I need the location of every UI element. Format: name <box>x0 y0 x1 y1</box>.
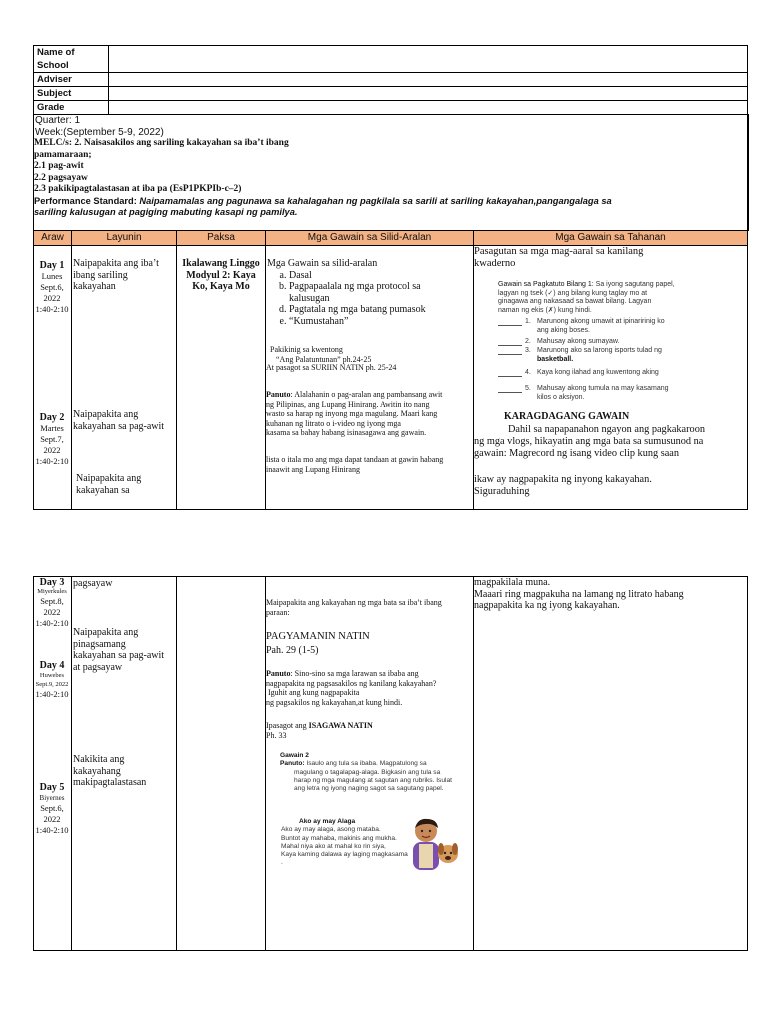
gawain2-title: Gawain 2 <box>280 752 309 759</box>
melc-item-1: 2.1 pag-awit <box>34 161 84 171</box>
panuto-label: Panuto <box>266 390 291 399</box>
rule <box>33 230 748 231</box>
info-value <box>109 73 748 87</box>
checklist-item <box>498 318 726 335</box>
text-line: Iguhit ang kung nagpapakita <box>266 688 360 697</box>
info-row-grade <box>34 101 748 115</box>
text-line: ginagawa ang nakasaad sa bawat bilang. Lagyan <box>498 298 652 306</box>
day-time: 1:40-2:10 <box>35 618 69 628</box>
lesson-header <box>33 114 749 231</box>
day-time: 1:40-2:10 <box>35 304 69 314</box>
text-line: : Sino-sino sa mga larawan sa ibaba ang <box>290 669 419 678</box>
text-line: Ph. 33 <box>266 730 287 740</box>
day-weekday: Miyerkules <box>37 588 67 595</box>
text-line: Dahil sa napapanahon ngayon ang pagkakaroon <box>508 424 706 435</box>
text-line: Pakikinig sa kwentong <box>270 345 343 354</box>
text-line: At pasagot sa SURIIN NATIN ph. 25-24 <box>266 363 397 372</box>
text-line: ikaw ay nagpapakita ng inyong kakayahan. <box>474 474 652 485</box>
text-line: “Ang Palatuntunan” ph.24-25 <box>276 354 372 364</box>
text-line: pinagsamang <box>73 638 126 650</box>
boy-with-dog-illustration <box>410 816 460 870</box>
text-line: Marunong akong umawit at ipinaririnig ko <box>537 318 665 326</box>
layunin-3 <box>76 473 176 496</box>
gawain-pagkatuto-1 <box>498 281 726 402</box>
col-tahanan: Mga Gawain sa Tahanan <box>474 231 747 245</box>
melc-line-1: MELC/s: 2. Naisasakilos ang sariling kakayahan sa iba’t ibang <box>34 138 289 148</box>
ps-label: Performance Standard: <box>34 195 140 206</box>
poem-line: Kaya kaming dalawa ay laging magkasama <box>281 851 408 859</box>
day-name: Day 5 <box>39 782 65 793</box>
list-item: d. Pagtatala ng mga batang pumasok <box>289 304 472 316</box>
day-time: 1:40-2:10 <box>35 825 69 835</box>
info-label: Adviser <box>34 73 109 87</box>
text-line: ng mga vlogs, hikayatin ang mga bata sa sumusunod na <box>474 436 704 447</box>
day-name: Day 1 <box>39 260 65 271</box>
rule <box>33 576 34 951</box>
text-line: inaawit ang Lupang Hinirang <box>266 464 360 474</box>
text-line: kakayahan sa pag-awit <box>73 420 165 432</box>
checklist-item <box>498 385 726 402</box>
text-line: ng Pilipinas, ang Lupang Hinirang. Awitin ito nang <box>266 399 430 409</box>
info-row-subject <box>34 87 748 101</box>
day-name: Day 4 <box>39 660 65 671</box>
paksa <box>177 258 265 293</box>
text-line: kilos o aksiyon. <box>537 393 585 401</box>
tahanan-intro <box>474 246 747 270</box>
text-line: Mahusay akong tumula na may kasamang <box>537 384 669 392</box>
checklist-item <box>498 347 726 364</box>
melc-item-3: 2.3 pakikipagtalastasan at iba pa (EsP1PKPIb-c–2) <box>34 184 242 194</box>
poem-title: Ako ay may Alaga <box>299 818 356 825</box>
text-line: kakayahan sa pag-awit <box>73 650 165 661</box>
text-line: basketball. <box>537 355 574 363</box>
day-1 <box>33 260 71 315</box>
layunin-5 <box>73 754 175 789</box>
list-item: b. Pagpapaalala ng mga protocol sa <box>289 281 472 293</box>
gawain-2 <box>280 752 466 793</box>
text-line: kuhanan ng litrato o i-video ng iyong mga <box>266 418 401 428</box>
isagawa <box>266 721 472 740</box>
text-line: harap ng mga magulang at sagutan ang rubriks. Isulat <box>294 776 452 784</box>
text-line: Modyul 2: Kaya <box>186 269 256 281</box>
performance-standard <box>34 196 748 208</box>
checklist-item <box>498 338 726 347</box>
kwento <box>270 345 470 364</box>
melc-line-2: pamamaraan; <box>34 149 92 160</box>
info-value <box>109 87 748 101</box>
pagyamanin-page: Pah. 29 (1-5) <box>266 645 319 656</box>
text-line: Mahusay akong sumayaw. <box>537 337 620 345</box>
info-label: Name of School <box>34 46 109 73</box>
day-year: 2022 <box>43 293 61 303</box>
panuto-label: Panuto <box>266 669 291 678</box>
ps-text-2: sariling kalusugan at pagiging mabuting kasapi ng pamilya. <box>34 207 298 217</box>
list-item: a. Dasal <box>289 270 472 282</box>
info-label: Subject <box>34 87 109 101</box>
isagawa-title: ISAGAWA NATIN <box>308 721 373 730</box>
text-line: Isaulo ang tula sa ibaba. Magpatulong sa <box>304 760 427 768</box>
silid-aralan-1 <box>267 258 472 327</box>
day-weekday: Martes <box>40 423 64 433</box>
text-line: ng pagsakilos ng kakayahan,at kung hindi. <box>266 697 403 707</box>
school-info-table <box>33 45 748 115</box>
quarter-text: Quarter: 1 <box>35 115 81 126</box>
text-line: Nakikita ang <box>73 754 125 765</box>
text-line: Mga Gawain sa silid-aralan <box>267 258 378 269</box>
day-date: Sept.6, <box>40 803 64 813</box>
poem-line: Mahal niya ako at mahal ko rin siya, <box>281 842 386 850</box>
text-line: Ikalawang Linggo <box>182 258 260 269</box>
item-number: 3. <box>525 347 531 355</box>
text-line: Naipapakita ang <box>73 409 139 420</box>
poem <box>281 818 421 868</box>
info-value <box>109 46 748 73</box>
tahanan-cont <box>474 577 747 612</box>
text-line: nagpapakita ng pagsasakilos ng kanilang kakayahan? <box>266 678 437 688</box>
item-number: 5. <box>525 384 531 392</box>
lista <box>266 455 472 474</box>
day-year: 2022 <box>43 607 61 617</box>
day-5 <box>33 782 71 836</box>
item-number: 4. <box>525 369 531 377</box>
day-date: Sept.7, <box>40 434 64 444</box>
text-line: Siguraduhing <box>474 486 530 497</box>
maipapakita <box>266 598 472 617</box>
text-line: kwaderno <box>474 258 516 269</box>
melc-item-2: 2.2 pagsayaw <box>34 172 88 183</box>
text-line: kakayahan <box>73 281 116 292</box>
text-line: Ipasagot ang <box>266 721 309 730</box>
text-line: Sa iyong sagutang papel, <box>593 281 675 288</box>
rule <box>473 576 474 951</box>
day-date: Sept.6, <box>40 282 64 292</box>
text-line: magpakilala muna. <box>474 577 551 588</box>
answer-blank[interactable] <box>498 347 522 355</box>
rule <box>33 950 748 951</box>
col-silid: Mga Gawain sa Silid-Aralan <box>266 231 473 245</box>
info-label: Grade <box>34 101 109 115</box>
text-line: lagyan ng tsek (✓) ang bilang kung taglay mo at <box>498 289 648 297</box>
text-line: Pasagutan sa mga mag-aaral sa kanilang <box>474 246 644 257</box>
day-year: 2022 <box>43 445 61 455</box>
checklist-item <box>498 369 726 378</box>
text-line: Naipapakita ang <box>73 627 139 638</box>
activity-list <box>267 270 472 328</box>
text-line: nagpapakita ka ng iyong kakayahan. <box>474 600 620 611</box>
day-weekday: Huwebes <box>39 672 65 679</box>
text-line: kakayahan sa <box>76 484 130 496</box>
text-line: kasama sa bahay habang isinasagawa ang gawain. <box>266 428 427 437</box>
text-line: Marunong ako sa larong isports tulad ng <box>537 347 662 355</box>
text-line: lista o itala mo ang mga dapat tandaan at gawin habang <box>266 455 444 464</box>
text-line: makipagtalastasan <box>73 777 147 788</box>
rule <box>33 509 748 510</box>
col-paksa: Paksa <box>177 231 265 245</box>
item-number: 2. <box>525 337 531 345</box>
layunin-1 <box>73 258 175 293</box>
text-line: ibang sariling <box>73 269 128 281</box>
text-line: Kaya kong ilahad ang kuwentong aking <box>537 369 659 377</box>
poem-line: Buntot ay mahaba, makinis ang mukha. <box>281 834 397 842</box>
ps-text-1: Naipamamalas ang pagunawa sa kahalagahan ng pagkilala sa sarili at sariling kakayahan,pangangalaga sa <box>139 195 612 206</box>
rule <box>747 576 748 951</box>
panuto-2 <box>266 669 472 707</box>
text-line: paraan: <box>266 607 290 617</box>
text-line: Maaari ring magpakuha na lamang ng litrato habang <box>474 588 684 600</box>
text-line: Naipapakita ang <box>76 473 142 484</box>
poem-line: Ako ay may alaga, asong mataba. <box>281 826 381 834</box>
panuto-1 <box>266 390 472 438</box>
karagdagan-text <box>474 424 748 460</box>
answer-blank[interactable] <box>498 369 522 377</box>
info-row-school <box>34 46 748 73</box>
day-4 <box>33 660 71 700</box>
layunin-4 <box>73 627 175 673</box>
day-date: Sept.9, 2022 <box>35 681 69 688</box>
day-time: 1:40-2:10 <box>35 689 69 699</box>
col-araw: Araw <box>34 231 71 245</box>
text-line: magulang o tagalapag-alaga. Bigkasin ang tula sa <box>294 768 441 776</box>
text-line: naman ng ekis (✗) kung hindi. <box>498 306 592 314</box>
text-line: : Alalahanin o pag-aralan ang pambansang awit <box>290 390 443 399</box>
text-line: Ko, Kaya Mo <box>192 281 250 292</box>
list-item: e. “Kumustahan” <box>289 316 472 328</box>
rule <box>71 576 72 951</box>
text-line: Naipapakita ang iba’t <box>73 258 159 269</box>
karagdagan-text-2 <box>474 474 747 498</box>
answer-blank[interactable] <box>498 318 522 326</box>
gawain2-panuto-label: Panuto: <box>280 760 305 768</box>
text-line: at pagsayaw <box>73 661 123 673</box>
text-line: Maipapakita ang kakayahan ng mga bata sa iba’t ibang <box>266 598 442 607</box>
rule <box>473 230 474 510</box>
rule <box>71 230 72 510</box>
text-line: kakayahang <box>73 765 121 777</box>
info-row-adviser <box>34 73 748 87</box>
day-weekday: Lunes <box>41 271 63 281</box>
day-name: Day 3 <box>39 577 65 588</box>
layunin-3-cont: pagsayaw <box>73 578 113 589</box>
gawain1-title: Gawain sa Pagkatuto Bilang 1: <box>498 281 594 288</box>
week-text: Week:(September 5-9, 2022) <box>35 126 164 138</box>
karagdagan-title: KARAGDAGANG GAWAIN <box>504 411 630 422</box>
layunin-2 <box>73 409 175 432</box>
answer-blank[interactable] <box>498 338 522 346</box>
day-3 <box>33 577 71 629</box>
day-name: Day 2 <box>39 412 65 423</box>
day-weekday: Biyernes <box>39 794 65 802</box>
poem-line: . <box>281 859 283 867</box>
col-layunin: Layunin <box>72 231 176 245</box>
rule <box>176 576 177 951</box>
text-line: wasto sa harap ng inyong mga magulang. Maari kang <box>266 409 438 418</box>
pagyamanin-title: PAGYAMANIN NATIN <box>266 631 370 642</box>
day-2 <box>33 412 71 467</box>
text-line: gawain: Magrecord ng isang video clip kung saan <box>474 448 680 459</box>
item-number: 1. <box>525 318 531 326</box>
text-line: ang aking boses. <box>537 326 590 334</box>
day-time: 1:40-2:10 <box>35 456 69 466</box>
day-year: 2022 <box>43 814 61 824</box>
answer-blank[interactable] <box>498 385 522 393</box>
info-value <box>109 101 748 115</box>
text-line: ang letra ng iyong naging sagot sa sagutang papel. <box>294 785 444 793</box>
list-item: kalusugan <box>289 292 330 304</box>
day-date: Sept.8, <box>40 596 64 606</box>
